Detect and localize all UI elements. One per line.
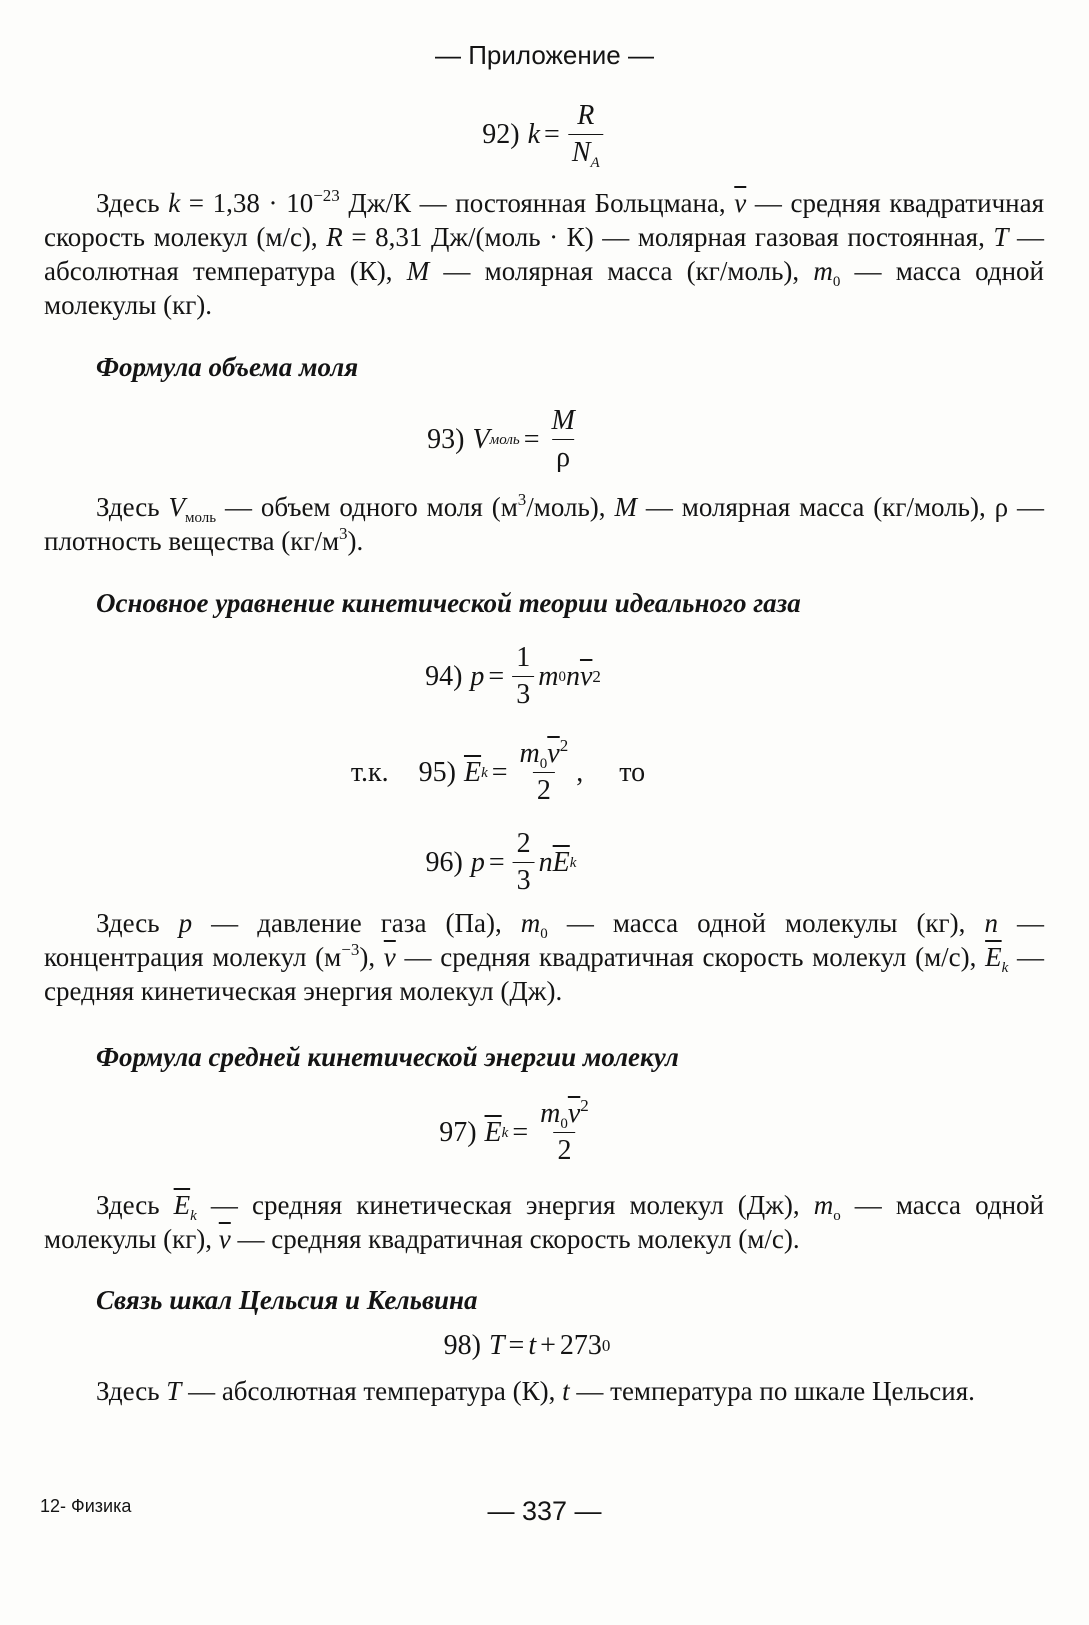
section-heading: Связь шкал Цельсия и Кельвина <box>96 1285 478 1315</box>
formula-94: 94) p = $\frac{1}{3}$ m 0 n $\overline{v}$ 2 <box>425 642 601 710</box>
fraction: $\frac{M}{\rho}$ <box>551 405 575 473</box>
formula-95: т.к. 95) $\overline{E}$ k = $\frac{m_0\overline{v}^2}{2}$ , то <box>350 736 646 806</box>
paragraph-kinetic-energy: Здесь $\overline{E}_k$ — средняя кинетическая энергия молекул (Дж), $m_о$ — масса одной молекулы (кг), $\overline{v}$ — средняя квадратичная скорость молекул (м/с). <box>44 1190 1044 1254</box>
page-header: — Приложение — <box>435 40 654 70</box>
section-heading: Формула средней кинетической энергии молекул <box>96 1042 679 1072</box>
fraction: $\frac{R}{N_A}$ <box>568 100 604 169</box>
fraction: $\frac{1}{3}$ <box>512 642 534 711</box>
section-heading: Основное уравнение кинетической теории идеального газа <box>96 588 801 618</box>
formula-97: 97) $\overline{E}$ k = $\frac{m_0\overline{v}^2}{2}$ <box>439 1098 597 1167</box>
fraction: $\frac{2}{3}$ <box>513 828 535 897</box>
fraction: $\frac{m_0\overline{v}^2}{2}$ <box>540 1096 589 1166</box>
section-heading: Формула объема моля <box>96 352 359 382</box>
paragraph-boltzmann: Здесь $k = 1,38 \cdot 10^{-23}$ Дж/К — постоянная Больцмана, $\overline{v}$ — средняя квадратичная скорость молекул (м/с), R = 8,31 Дж/(моль · К) — молярная газовая постоянная, T — абсолютная температура (К), M — молярная масса (кг/моль), $m_0$ — масса одной молекулы (кг). <box>44 186 1045 320</box>
footer-signature: 12- Физика <box>40 1496 132 1516</box>
formula-93: 93) V моль = $\frac{M}{\rho}$ <box>427 405 583 474</box>
paragraph-temperature: Здесь T — абсолютная температура (К), t — температура по шкале Цельсия. <box>96 1376 975 1406</box>
fraction: $\frac{m_0\overline{v}^2}{2}$ <box>519 736 569 806</box>
page-number: — 337 — <box>487 1496 602 1526</box>
formula-98: 98) T = t + 273 0 <box>443 1330 611 1361</box>
formula-96: 96) p = $\frac{2}{3}$ n $\overline{E}$ k <box>425 828 577 896</box>
paragraph-molar-volume: Здесь $V_{моль}$ — объем одного моля $(м^3/моль)$, M — молярная масса (кг/моль), ρ — плотность вещества $(кг/м^3)$. <box>44 490 1045 556</box>
paragraph-pressure: Здесь p — давление газа (Па), $m_0$ — масса одной молекулы (кг), n — концентрация молекул $(м^{-3})$, $\overline{v}$ — средняя квадратичная скорость молекул (м/с), $\overline{E}_k$ — средняя кинетическая энергия молекул (Дж). <box>44 908 1045 1006</box>
formula-92: 92) k = $\frac{R}{N_A}$ <box>482 100 607 169</box>
